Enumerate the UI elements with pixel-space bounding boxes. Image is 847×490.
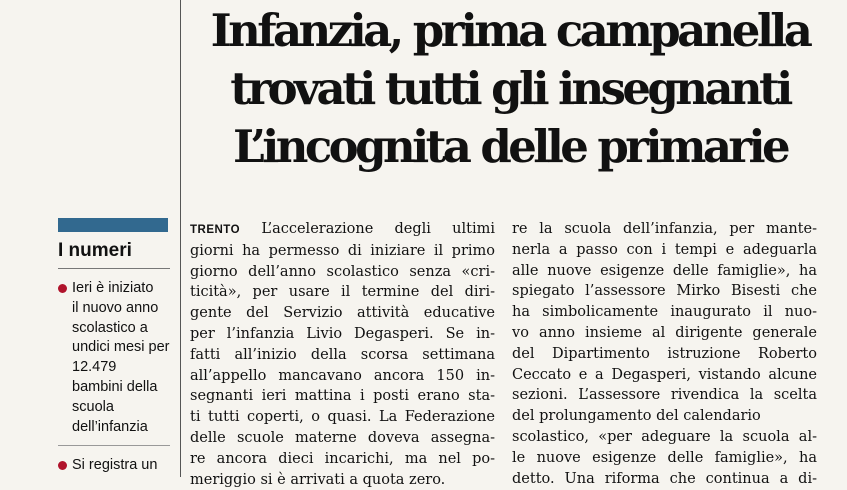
article-line: giorno dell’anno scolastico senza «cri-: [190, 263, 495, 280]
sidebar-item-line: scolastico a: [72, 319, 148, 336]
headline: [190, 2, 830, 176]
bullet-icon: [58, 284, 67, 293]
bullet-icon: [58, 461, 67, 470]
sidebar-separator: [58, 445, 170, 446]
article-line: per l’infanzia Livio Degasperi. Se in-: [190, 325, 495, 342]
dateline: TRENTO: [190, 224, 241, 236]
article-line: meriggio si è arrivati a quota zero.: [190, 471, 446, 488]
article-line: vo anno insieme al dirigente generale: [512, 324, 817, 341]
article-column-1: [190, 219, 495, 490]
article-line: delle scuole materne doveva assegna-: [190, 429, 495, 446]
sidebar-item-line: il nuovo anno: [72, 299, 159, 316]
article-line: del Dipartimento istruzione Roberto: [512, 345, 817, 362]
article-line: segnanti ieri mattina i posti erano sta-: [190, 388, 495, 405]
sidebar-item-line: 12.479: [72, 359, 117, 376]
article-line: Ceccato e a Degasperi, vistando alcune: [512, 366, 817, 383]
sidebar-accent-bar: [58, 218, 168, 232]
article-line: [190, 219, 495, 241]
article-line: spiegato l’assessore Mirko Bisesti che: [512, 283, 817, 300]
sidebar-title: I numeri: [58, 240, 132, 261]
sidebar-item-line: Ieri è iniziato: [72, 280, 154, 296]
article-line: nerla a passo con i tempi e adeguarla: [512, 241, 817, 258]
sidebar-item: [58, 279, 176, 437]
article-line: all’appello mancavano ancora 150 in-: [190, 367, 495, 384]
article-line: alle nuove esigenze delle famiglie», ha: [512, 262, 817, 279]
sidebar-rule: [58, 268, 170, 269]
article-line: sezioni. L’assessore rivendica la scelta: [512, 387, 817, 404]
article-column-2: [512, 219, 817, 489]
sidebar-item: [58, 456, 176, 476]
article-line: del prolungamento del calendario: [512, 408, 761, 425]
article-first-text: L’accelerazione degli ultimi: [261, 221, 496, 237]
article-line: re la scuola dell’infanzia, per mante-: [512, 221, 817, 237]
headline-line: trovati tutti gli insegnanti: [230, 62, 790, 115]
article-line: scolastico, «per adeguare la scuola al-: [512, 428, 817, 445]
article-line: le nuove esigenze delle famiglie», ha: [512, 449, 817, 466]
article-line: re ancora dieci incarichi, ma nel po-: [190, 450, 495, 467]
headline-line: L’incognita delle primarie: [232, 120, 788, 173]
article-line: giorni ha permesso di iniziare il primo: [190, 242, 495, 259]
sidebar-item-line: undici mesi per: [72, 339, 170, 356]
sidebar-box: [58, 218, 176, 476]
headline-line: Infanzia, prima campanella: [210, 4, 810, 57]
article-line: fatti all’inizio della scorsa settimana: [190, 346, 495, 363]
sidebar-item-line: bambini della: [72, 378, 158, 395]
sidebar-item-line: dell’infanzia: [72, 418, 148, 435]
sidebar-item-line: scuola: [72, 398, 114, 415]
article-line: ti tutti coperti, o quasi. La Federazione: [190, 409, 495, 426]
column-divider: [180, 0, 181, 477]
article-line: ticità», per usare il termine del diri-: [190, 284, 495, 301]
sidebar-item-line: Si registra un: [72, 457, 158, 474]
article-line: detto. Una riforma che continua a di-: [512, 470, 817, 487]
article-line: ha simbolicamente inaugurato il nuo-: [512, 304, 817, 321]
article-line: gente del Servizio attività educative: [190, 305, 495, 322]
